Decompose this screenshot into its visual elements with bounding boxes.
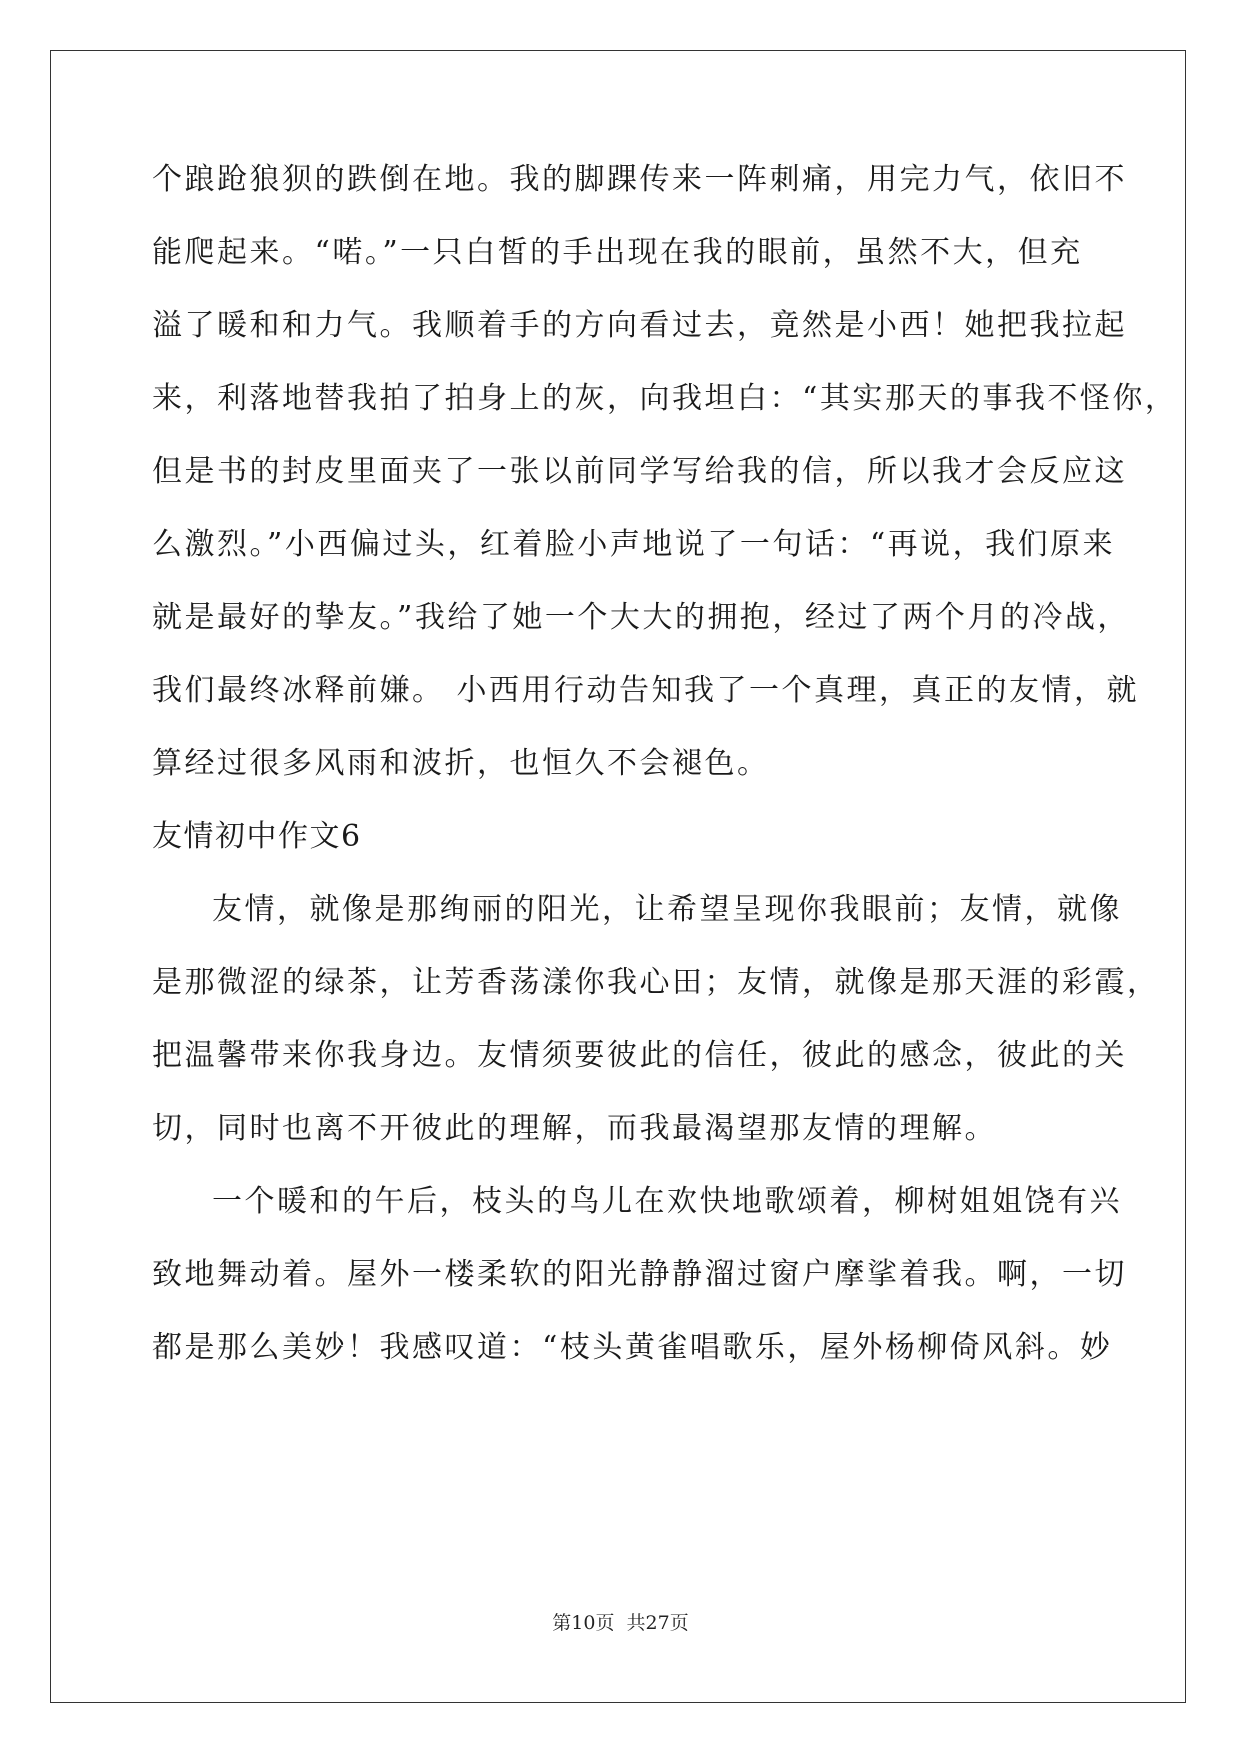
text-line: 来，利落地替我拍了拍身上的灰，向我坦白：“其实那天的事我不怪你， [152,381,1178,416]
text-line: 就是最好的挚友。”我给了她一个大大的拥抱，经过了两个月的冷战， [152,600,1130,635]
text-line: 但是书的封皮里面夹了一张以前同学写给我的信，所以我才会反应这 [152,454,1127,489]
text-line: 个踉跄狼狈的跌倒在地。我的脚踝传来一阵刺痛，用完力气，依旧不 [152,162,1127,197]
text-line: 一个暖和的午后，枝头的鸟儿在欢快地歌颂着，柳树姐姐饶有兴 [212,1184,1122,1219]
section-heading: 友情初中作文6 [152,819,362,854]
text-line: 把温馨带来你我身边。友情须要彼此的信任，彼此的感念，彼此的关 [152,1038,1127,1073]
text-line: 么激烈。”小西偏过头，红着脸小声地说了一句话：“再说，我们原来 [152,527,1116,562]
text-line: 是那微涩的绿茶，让芳香荡漾你我心田；友情，就像是那天涯的彩霞， [152,965,1160,1000]
text-line: 友情，就像是那绚丽的阳光，让希望呈现你我眼前；友情，就像 [212,892,1122,927]
text-line: 都是那么美妙！我感叹道：“枝头黄雀唱歌乐，屋外杨柳倚风斜。妙 [152,1330,1113,1365]
page-border [50,50,1186,1703]
text-line: 算经过很多风雨和波折，也恒久不会褪色。 [152,746,770,781]
text-line: 切，同时也离不开彼此的理解，而我最渴望那友情的理解。 [152,1111,997,1146]
text-line: 能爬起来。“喏。”一只白皙的手出现在我的眼前，虽然不大，但充 [152,235,1083,270]
page-number-label: 第10页 共27页 [552,1612,689,1634]
text-line: 溢了暖和和力气。我顺着手的方向看过去，竟然是小西！她把我拉起 [152,308,1127,343]
text-line: 致地舞动着。屋外一楼柔软的阳光静静溜过窗户摩挲着我。啊，一切 [152,1257,1127,1292]
text-line: 我们最终冰释前嫌。 小西用行动告知我了一个真理，真正的友情，就 [152,673,1140,708]
page-number-footer [0,1611,1241,1635]
